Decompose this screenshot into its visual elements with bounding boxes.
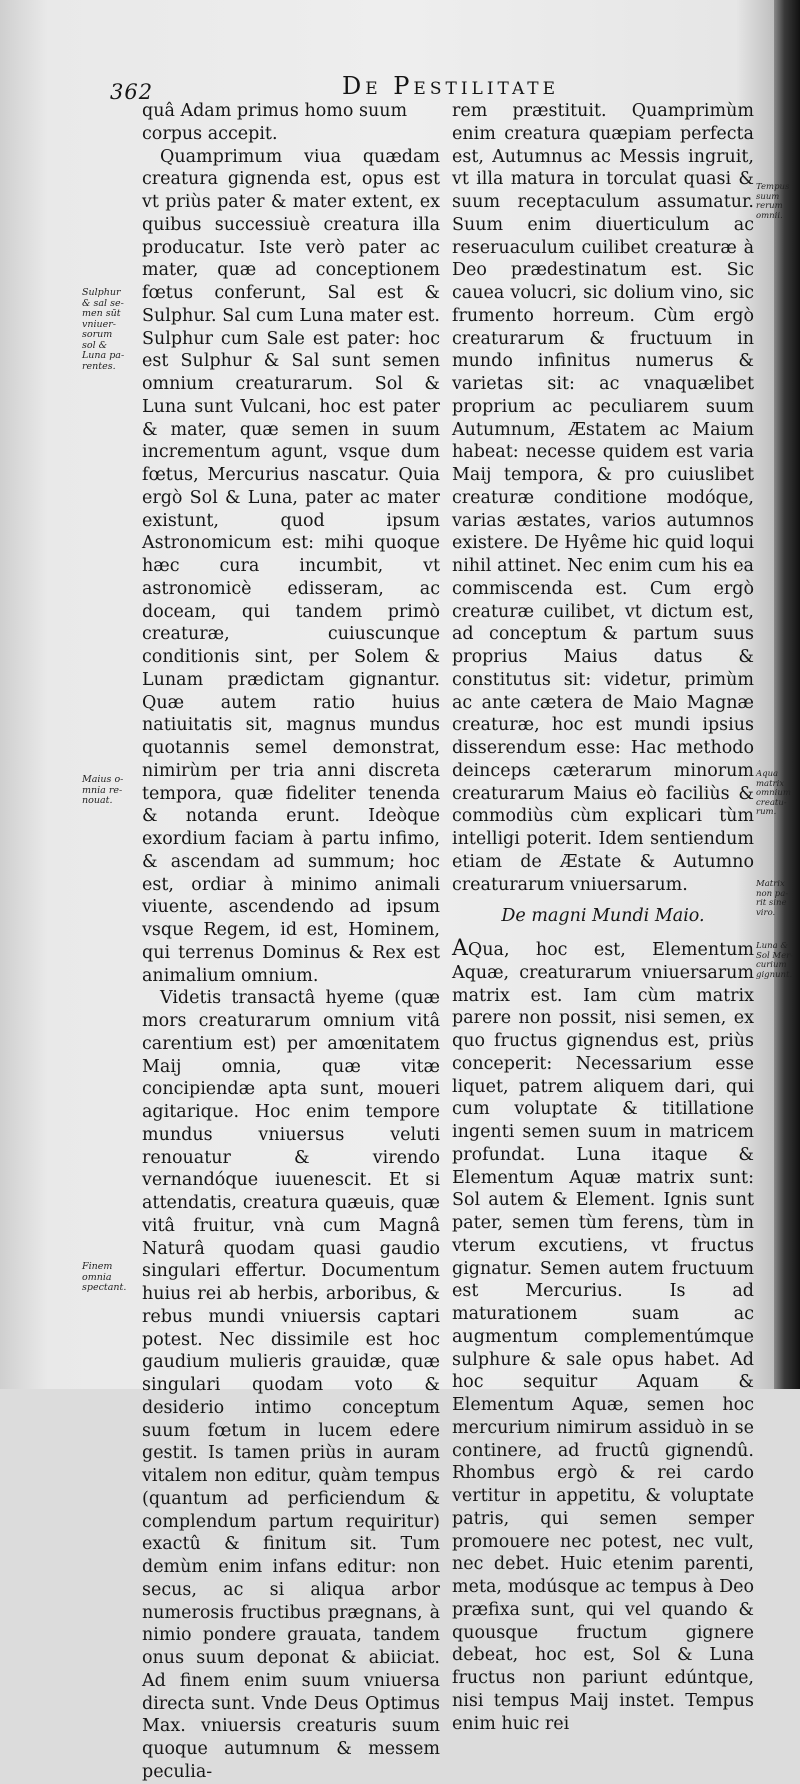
paragraph: Quamprimum viua quædam creatura gignenda est, opus est vt priùs pater & mater extent, ex quibus successiuè creatura illa producatur. Iste verò pater ac mater, quæ ad conceptionem fœtus conferunt, Sal est & Sulphur. Sal cum Luna mater est. Sulphur cum Sale est pater: hoc est Sulphur & Sal sunt semen omnium creaturarum. Sol & Luna sunt Vulcani, hoc est pater & mater, quæ semen in suum incrementum agunt, vsque dum fœtus, Mercurius nascatur. Quia ergò Sol & Luna, pater ac mater existunt, quod ipsum Astronomicum est: mihi quoque hæc cura incumbit, vt astronomicè edisseram, ac doceam, qui tandem primò creaturæ, cuiuscunque conditionis sint, per Solem & Lunam prædictam gignantur. Quæ autem ratio huius natiuitatis sit, magnus mundus quotannis semel demonstrat, nimirùm per tria anni discreta tempora, quæ fideliter tenenda & notanda erunt. Ideòque exordium faciam à partu infimo, & ascendam ad summum; hoc est, ordiar à minimo animali viuente, ascendendo ad ipsum vsque Regem, id est, Hominem, qui terrenus Dominus & Rex est animalium omnium. bbox=[142, 146, 440, 986]
margin-note-sulphur: Sulphur & sal se- men sūt vniuer- sorum sol & Luna pa- rentes. bbox=[82, 287, 125, 372]
paragraph: quâ Adam primus homo suum corpus accepit. bbox=[142, 101, 408, 144]
left-text-column bbox=[142, 100, 440, 1782]
running-title: De Pestilitate bbox=[342, 72, 560, 100]
margin-note-tempus: Tempus suum rerum omnii. bbox=[756, 182, 790, 221]
page-number: 362 bbox=[110, 80, 154, 104]
paragraph-text: Qua, hoc est, Elementum Aquæ, creaturarum vniuersarum matrix est. Iam cùm matrix parere non possit, nisi semen, ex quo fructus gignendus est, priùs conceperit: Necessarium esse liquet, patrem aliquem dari, qui cum voluptate & titillatione ingenti semen suum in matricem profundat. Luna itaque & Elementum Aquæ matrix sunt: Sol autem & Element. Ignis sunt pater, semen tùm ferens, tùm in vterum excutiens, vt fructus gignatur. Semen autem fructuum est Mercurius. Is ad maturationem suam ac augmentum complementúmque sulphure & sale opus habet. Ad hoc sequitur Aquam & Elementum Aquæ, semen hoc mercurium nimirum assiduò in se continere, ad fructû gignendû. Rhombus ergò & rei cardo vertitur in appetitu, & voluptate patris, qui semen semper promouere nec potest, nec vult, nec debet. Huic etenim parenti, meta, modúsque ac tempus à Deo præfixa sunt, qui vel quando & quousque fructum gignere debeat, hoc est, Sol & Luna fructus non pariunt edúntque, nisi tempus Maij instet. Tempus enim huic rei bbox=[452, 940, 754, 1734]
margin-note-finem: Finem omnia spectant. bbox=[82, 1261, 127, 1293]
margin-note-matrix: Matrix non pa- rit sine viro. bbox=[756, 879, 789, 918]
margin-note-maius: Maius o- mnia re- nouat. bbox=[82, 774, 124, 806]
paragraph bbox=[452, 938, 754, 1735]
margin-note-aqua: Aqua matrix omnium creatu- rum. bbox=[756, 769, 791, 817]
drop-cap: A bbox=[452, 936, 468, 961]
paragraph: rem præstituit. Quamprimùm enim creatura quæpiam perfecta est, Autumnus ac Messis ingruit, vt illa matura in torculat quasi & suum receptaculum assumatur. Suum enim diuerticulum ac reseruaculum cuilibet creaturæ à Deo prædestinatum est. Sic cauea volucri, sic dolium vino, sic frumento horreum. Cùm ergò creaturarum & fructuum in mundo infinitus numerus & varietas sit: ac vnaquælibet proprium ac peculiarem suum Autumnum, Æstatem ac Maium habeat: necesse quidem est varia Maij tempora, & pro cuiuslibet creaturæ conditione modóque, varias æstates, varios autumnos existere. De Hyême hic quid loqui nihil attinet. Nec enim cum his ea commiscenda est. Cum ergò creaturæ cuilibet, vt dictum est, ad conceptum & partum suus proprius Maius datus & constitutus sit: videtur, primùm ac ante cætera de Maio Magnæ creaturæ, hoc est mundi ipsius disserendum esse: Hac methodo deinceps cæterarum minorum creaturarum Maius eò faciliùs & commodiùs cùm explicari tùm intelligi poterit. Idem sentiendum etiam de Æstate & Autumno creaturarum vniuersarum. bbox=[452, 101, 754, 895]
margin-note-luna: Luna & Sol Mer- curium gignunt. bbox=[756, 941, 794, 980]
section-heading: De magni Mundi Maio. bbox=[501, 906, 705, 927]
right-text-column bbox=[452, 100, 754, 1734]
paragraph: Videtis transactâ hyeme (quæ mors creaturarum omnium vitâ carentium est) per amœnitatem Maij omnia, quæ vitæ concipiendæ apta sunt, moueri agitarique. Hoc enim tempore mundus vniuersus veluti renouatur & virendo vernandóque iuuenescit. Et si attendatis, creatura quæuis, quæ vitâ fruitur, vnà cum Magnâ Naturâ quodam quasi gaudio singulari effertur. Documentum huius rei ab herbis, arboribus, & rebus mundi vniuersis captari potest. Nec dissimile est hoc gaudium mulieris grauidæ, quæ singulari quodam voto & desiderio intimo conceptum suum fœtum in lucem edere gestit. Is tamen priùs in auram vitalem non editur, quàm tempus (quantum ad perficiendum & complendum partum requiritur) exactû & finitum sit. Tum demùm enim infans editur: non secus, ac si aliqua arbor numerosis fructibus prægnans, à nimio pondere grauata, tandem onus suum deponat & abiiciat. Ad finem enim suum vniuersa directa sunt. Vnde Deus Optimus Max. vniuersis creaturis suum quoque autumnum & messem peculia- bbox=[142, 988, 440, 1782]
